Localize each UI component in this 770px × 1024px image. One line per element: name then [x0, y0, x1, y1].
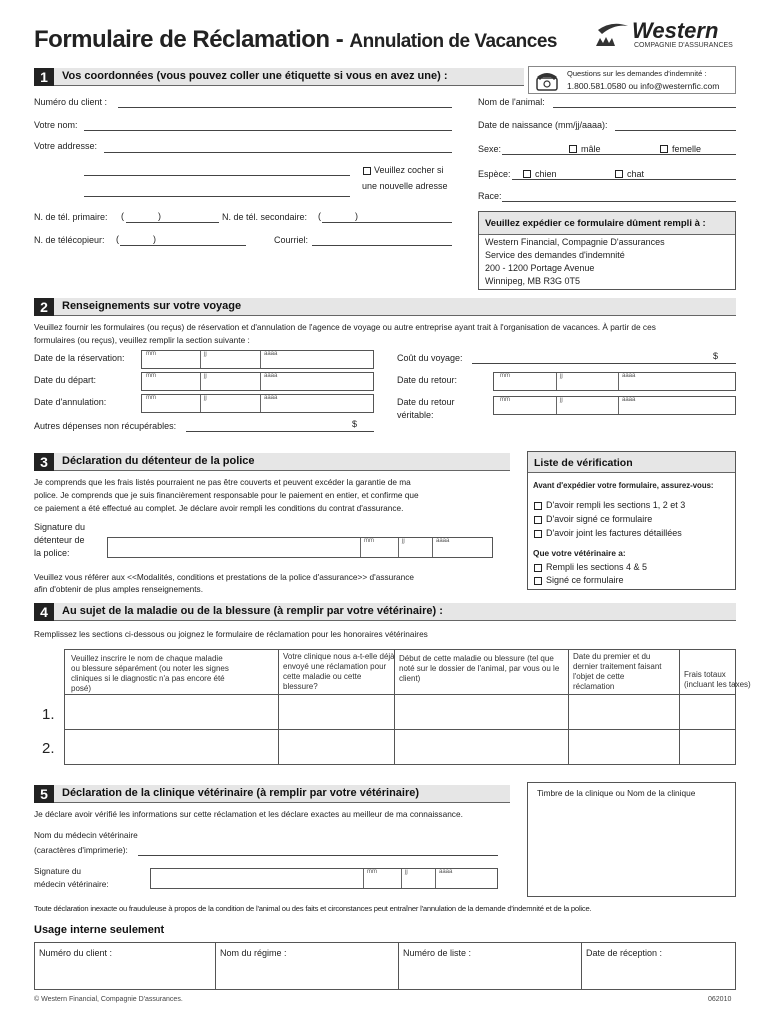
section-number: 2 [34, 298, 54, 316]
checklist-header [528, 452, 735, 473]
aaaa-hint: aaaa [264, 351, 278, 357]
reference-text-1: Veuillez vous référer aux <<Modalités, conditions et prestations de la police d'assurance>> d'assurance [34, 572, 414, 582]
aaaa-hint: aaaa [264, 373, 278, 379]
section-number: 1 [34, 68, 54, 86]
cancellation-date-field[interactable] [141, 394, 374, 413]
departure-date-field[interactable] [141, 372, 374, 391]
departure-date-label: Date du départ: [34, 375, 97, 385]
other-expenses-field[interactable] [186, 431, 374, 432]
cancellation-date-label: Date d'annulation: [34, 397, 107, 407]
sex-label: Sexe: [478, 144, 502, 154]
checklist-item: Rempli les sections 4 & 5 [546, 562, 648, 572]
section-2-header [34, 298, 736, 316]
checklist-item: Signé ce formulaire [546, 575, 624, 585]
contact-question: Questions sur les demandes d'indemnité : [567, 69, 707, 78]
internal-cell[interactable] [398, 942, 582, 990]
breed-label: Race: [478, 191, 502, 201]
send-to-title: Veuillez expédier ce formulaire dûment rempli à : [485, 218, 706, 229]
illness-cell[interactable] [64, 694, 279, 730]
section-5-header [34, 785, 510, 803]
paren: ( [116, 234, 119, 244]
internal-field-label: Numéro du client : [39, 948, 113, 958]
checklist-checkbox[interactable] [534, 564, 542, 572]
vet-name-field[interactable] [138, 855, 498, 856]
column-header: Date du premier et du dernier traitement faisant l'objet de cette réclamation [573, 652, 662, 691]
row-number: 1. [42, 706, 55, 723]
mm-hint: mm [146, 351, 156, 357]
illness-table [34, 649, 751, 765]
illness-table-header-cell [278, 649, 395, 695]
section-3-header [34, 453, 510, 471]
female-checkbox[interactable] [660, 145, 668, 153]
declaration-text-3: ce paiement a été effectué au complet. Je déclare avoir rempli les conditions du contrat d'assurance. [34, 503, 404, 513]
tel-secondary-label: N. de tél. secondaire: [222, 212, 308, 222]
checklist-item: D'avoir joint les factures détaillées [546, 528, 682, 538]
other-expenses-label: Autres dépenses non récupérables: [34, 421, 177, 431]
fraud-warning: Toute déclaration inexacte ou frauduleuse à propos de la condition de l'animal ou des faits et circonstances peut entraîner l'annulation de la demande d'indemnité et de la police. [34, 904, 592, 913]
jj-hint: jj [560, 397, 563, 403]
dob-label: Date de naissance (mm/jj/aaaa): [478, 120, 608, 130]
tel-secondary-field[interactable] [322, 222, 452, 223]
checklist-item: D'avoir rempli les sections 1, 2 et 3 [546, 500, 686, 510]
reference-text-2: afin d'obtenir de plus amples renseignements. [34, 584, 204, 594]
cat-label: chat [627, 169, 645, 179]
vet-signature-field[interactable] [150, 868, 498, 889]
checklist-vet-title: Que votre vétérinaire a: [533, 548, 626, 558]
mm-hint: mm [364, 538, 374, 544]
vet-name-label-2: (caractères d'imprimerie): [34, 845, 128, 855]
section-title: Au sujet de la maladie ou de la blessure (à remplir par votre vétérinaire) : [62, 605, 443, 617]
clinic-stamp-label: Timbre de la clinique ou Nom de la clinique [537, 788, 696, 798]
species-field [512, 179, 736, 180]
phone-icon [535, 71, 559, 91]
declaration-text-2: police. Je comprends que je suis financièrement responsable pour le paiement en entier, et confirme que [34, 490, 419, 500]
checklist-before: Avant d'expédier votre formulaire, assurez-vous: [533, 481, 714, 490]
dog-label: chien [535, 169, 557, 179]
checklist-checkbox[interactable] [534, 577, 542, 585]
jj-hint: jj [560, 373, 563, 379]
send-to-box [478, 211, 736, 290]
section-title: Déclaration du détenteur de la police [62, 455, 255, 467]
contact-details: 1.800.581.0580 ou info@westernfic.com [567, 81, 720, 91]
name-label: Votre nom: [34, 120, 78, 130]
illness-cell[interactable] [394, 729, 569, 765]
tel-primary-label: N. de tél. primaire: [34, 212, 108, 222]
checklist-checkbox[interactable] [534, 516, 542, 524]
trip-cost-label: Coût du voyage: [397, 353, 463, 363]
illness-table-header-cell [394, 649, 569, 695]
checklist-title: Liste de vérification [534, 457, 633, 469]
aaaa-hint: aaaa [622, 397, 636, 403]
aaaa-hint: aaaa [436, 538, 450, 544]
email-field[interactable] [312, 245, 452, 246]
column-header: Début de cette maladie ou blessure (tel que noté sur le dossier de l'animal, par vous ou le client) [399, 654, 560, 683]
form-title [34, 26, 557, 54]
illness-cell[interactable] [394, 694, 569, 730]
actual-return-date-field[interactable] [493, 396, 736, 415]
internal-field-label: Date de réception : [586, 948, 663, 958]
logo-emblem-icon [594, 20, 630, 50]
paren: ) [158, 211, 161, 221]
section-4-intro: Remplissez les sections ci-dessous ou joignez le formulaire de réclamation pour les honoraires vétérinaires [34, 629, 428, 639]
mm-hint: mm [367, 869, 377, 875]
jj-hint: jj [204, 395, 207, 401]
internal-cell[interactable] [34, 942, 216, 990]
contact-box [528, 66, 736, 94]
send-to-line: Winnipeg, MB R3G 0T5 [485, 276, 581, 286]
send-to-line: Western Financial, Compagnie D'assurances [485, 237, 665, 247]
column-header: Frais totaux (incluant les taxes) [684, 670, 751, 689]
client-number-label: Numéro du client : [34, 97, 108, 107]
section-title: Vos coordonnées (vous pouvez coller une étiquette si vous en avez une) : [62, 70, 448, 82]
illness-cell[interactable] [278, 694, 395, 730]
jj-hint: jj [402, 538, 405, 544]
animal-name-label: Nom de l'animal: [478, 97, 545, 107]
dollar-sign: $ [352, 419, 358, 429]
illness-cell[interactable] [679, 694, 736, 730]
form-title-main: Formulaire de Réclamation - [34, 26, 350, 53]
illness-table-header-cell [679, 649, 751, 695]
mm-hint: mm [500, 373, 510, 379]
internal-cell[interactable] [215, 942, 399, 990]
holder-signature-label-1: Signature du [34, 522, 86, 532]
sex-field [502, 154, 736, 155]
male-checkbox[interactable] [569, 145, 577, 153]
clinic-stamp-box[interactable] [527, 782, 736, 897]
footer-copyright: © Western Financial, Compagnie D'assurances. [34, 996, 183, 1003]
illness-cell[interactable] [568, 729, 680, 765]
fax-field[interactable] [120, 245, 246, 246]
holder-signature-label-2: détenteur de [34, 535, 85, 545]
section-2-intro-2: formulaires (ou reçus), veuillez remplir la section suivante : [34, 335, 250, 345]
address-label: Votre addresse: [34, 141, 98, 151]
section-title: Renseignements sur votre voyage [62, 300, 242, 312]
illness-table-header-cell [64, 649, 279, 695]
section-2-intro-1: Veuillez fournir les formulaires (ou reçus) de réservation et d'annulation de l'agence de voyage ou autre entreprise ayant trait à l'organisation de vacances. À partir de ces [34, 322, 656, 332]
aaaa-hint: aaaa [622, 373, 636, 379]
return-date-field[interactable] [493, 372, 736, 391]
dollar-sign: $ [713, 351, 719, 361]
trip-cost-field[interactable] [472, 363, 736, 364]
address-field-2[interactable] [84, 175, 350, 176]
section-number: 3 [34, 453, 54, 471]
holder-signature-label-3: la police: [34, 548, 70, 558]
paren: ( [318, 211, 321, 221]
logo-tagline: COMPAGNIE D'ASSURANCES [634, 42, 733, 49]
client-number-field[interactable] [118, 107, 452, 108]
illness-cell[interactable] [568, 694, 680, 730]
actual-return-label-2: véritable: [397, 410, 434, 420]
checklist-checkbox[interactable] [534, 502, 542, 510]
mm-hint: mm [146, 395, 156, 401]
tel-primary-field[interactable] [126, 222, 219, 223]
aaaa-hint: aaaa [439, 869, 453, 875]
paren: ( [121, 211, 124, 221]
female-label: femelle [672, 144, 702, 154]
reservation-date-label: Date de la réservation: [34, 353, 125, 363]
illness-cell[interactable] [679, 729, 736, 765]
dob-field[interactable] [615, 130, 736, 131]
column-header: Veuillez inscrire le nom de chaque maladie ou blessure séparément (ou noter les signes cliniques si le diagnostic n'a pas encore été posé) [71, 654, 229, 693]
male-label: mâle [581, 144, 601, 154]
jj-hint: jj [204, 351, 207, 357]
form-title-sub: Annulation de Vacances [349, 31, 557, 52]
return-date-label: Date du retour: [397, 375, 458, 385]
dog-checkbox[interactable] [523, 170, 531, 178]
address-field-1[interactable] [104, 152, 452, 153]
mm-hint: mm [146, 373, 156, 379]
internal-use-title: Usage interne seulement [34, 924, 165, 936]
species-label: Espèce: [478, 169, 511, 179]
section-number: 4 [34, 603, 54, 621]
checklist-box [527, 451, 736, 590]
vet-signature-label-1: Signature du [34, 866, 82, 876]
email-label: Courriel: [274, 235, 309, 245]
declaration-text-1: Je comprends que les frais listés pourraient ne pas être couverts et peuvent excéder la garantie de ma [34, 477, 411, 487]
footer-code: 062010 [708, 996, 732, 1003]
company-logo [594, 20, 739, 54]
holder-signature-field[interactable] [107, 537, 493, 558]
section-title: Déclaration de la clinique vétérinaire (à remplir par votre vétérinaire) [62, 787, 420, 799]
vet-declaration: Je déclare avoir vérifié les informations sur cette réclamation et les déclare exactes au meilleur de ma connaissance. [34, 809, 463, 819]
internal-cell[interactable] [581, 942, 736, 990]
new-address-label-2: une nouvelle adresse [362, 181, 448, 191]
illness-cell[interactable] [64, 729, 279, 765]
logo-name: Western [632, 18, 719, 43]
jj-hint: jj [405, 869, 408, 875]
aaaa-hint: aaaa [264, 395, 278, 401]
cat-checkbox[interactable] [615, 170, 623, 178]
vet-signature-label-2: médecin vétérinaire: [34, 879, 109, 889]
checklist-checkbox[interactable] [534, 530, 542, 538]
reservation-date-field[interactable] [141, 350, 374, 369]
paren: ) [355, 211, 358, 221]
illness-cell[interactable] [278, 729, 395, 765]
animal-name-field[interactable] [553, 107, 736, 108]
column-header: Votre clinique nous a-t-elle déjà envoyé une réclamation pour cette maladie ou cette blessure? [283, 652, 395, 691]
new-address-checkbox[interactable] [363, 167, 371, 175]
name-field[interactable] [84, 130, 452, 131]
send-to-line: 200 - 1200 Portage Avenue [485, 263, 595, 273]
section-4-header [34, 603, 736, 621]
vet-name-label-1: Nom du médecin vétérinaire [34, 830, 138, 840]
internal-use-table [34, 942, 736, 990]
row-number: 2. [42, 740, 55, 757]
actual-return-label-1: Date du retour [397, 397, 455, 407]
jj-hint: jj [204, 373, 207, 379]
illness-table-header-cell [568, 649, 680, 695]
section-1-header [34, 68, 524, 86]
send-to-header [479, 212, 735, 235]
internal-field-label: Nom du régime : [220, 948, 287, 958]
send-to-line: Service des demandes d'indemnité [485, 250, 625, 260]
checklist-item: D'avoir signé ce formulaire [546, 514, 653, 524]
breed-field[interactable] [502, 201, 736, 202]
mm-hint: mm [500, 397, 510, 403]
new-address-label-1: Veuillez cocher si [374, 165, 444, 175]
fax-label: N. de télécopieur: [34, 235, 105, 245]
paren: ) [153, 234, 156, 244]
internal-field-label: Numéro de liste : [403, 948, 472, 958]
address-field-3[interactable] [84, 196, 350, 197]
section-number: 5 [34, 785, 54, 803]
